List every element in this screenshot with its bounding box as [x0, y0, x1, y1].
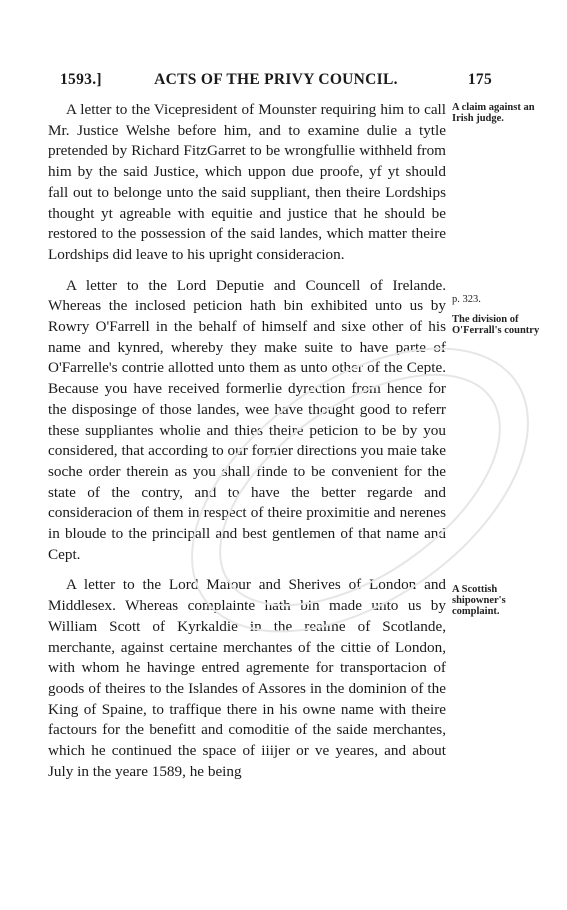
page-number: 175 [467, 71, 492, 88]
header-year: 1593.] [60, 71, 102, 88]
paragraph-vicepresident-letter: A letter to the Vicepresident of Mounster requiring him to call Mr. Justice Welshe before him, and to examine dulie a tytle pretended by Richard FitzGarret to be wrongfullie withheld from him by the said Justice, which uppon due proofe, yf yt should fall out to belonge unto the said suppliant, then theire Lordships thought yt agreable with equitie and justice that he should be restored to the possession of the said landes, which matter theire Lordships did leave to his upright consideracion. [48, 101, 446, 263]
margin-note-scottish: A Scottish shipowner's complaint. [452, 584, 506, 617]
paragraph-lord-maiour-letter: A letter to the Lord Maiour and Sherives of London and Middlesex. Whereas complainte hath bin made unto us by William Scott of Kyrkaldie in the realme of Scotlande, merchante, against certaine merchantes of the cittie of London, with whom he havinge entred agremente for transportacion of goods of theires to the Islandes of Assores in the dominion of the King of Spaine, to traffique there in his owne name with theire factours for the benefitt and comoditie of the saide merchantes, which he continued the space of iiijer or ve yeares, and about July in the yeare 1589, he being [48, 576, 446, 780]
margin-page-ref: p. 323. [452, 294, 481, 305]
header-title: ACTS OF THE PRIVY COUNCIL. [154, 71, 398, 88]
margin-note-division: The division of O'Ferrall's country [452, 314, 540, 336]
paragraph-lord-deputie-letter: A letter to the Lord Deputie and Councell of Irelande. Whereas the inclosed peticion hath bin exhibited unto us by Rowry O'Farrell in the behalf of himself and sixe other of his name and kynred, whereby they make suite to have parte of O'Farrelle's contrie allotted unto them as unto other of the Cepte. Because you have received formerlie dyrection from hence for the disposinge of those landes, wee have thought good to referr these suppliantes wholie and thies theire peticion to be by you considered, that according to our former directions you maie take soche order therein as you shall finde to be convenient for the state of the contry, and to have the better regarde and consideracion of them in respect of theire proximitie and nerenes in bloude to the principall and best gentlemen of that name and Cept. [48, 276, 446, 563]
page-body [48, 100, 446, 793]
margin-note-claim: A claim against an Irish judge. [452, 102, 535, 124]
